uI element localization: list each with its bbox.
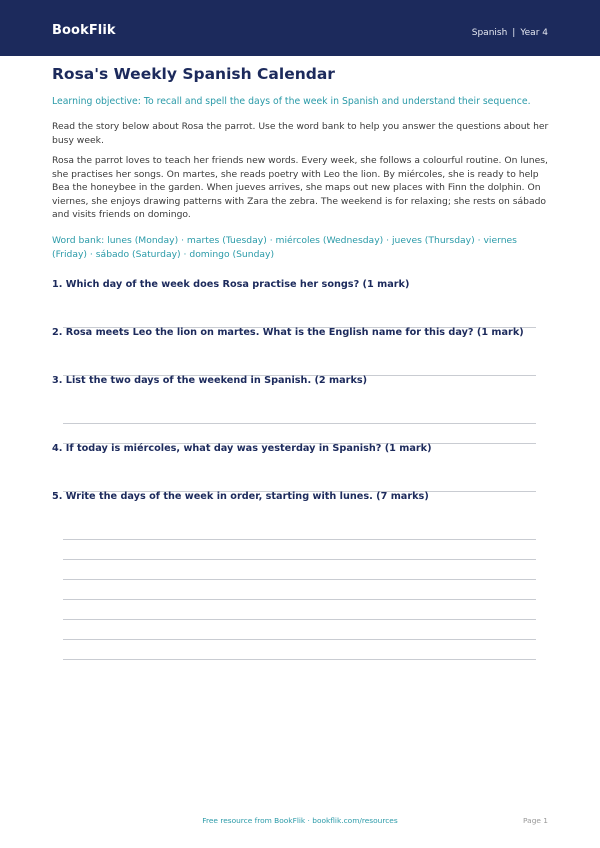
answer-line[interactable] xyxy=(63,423,536,424)
page-number: Page 1 xyxy=(523,816,548,825)
header-bar xyxy=(0,0,600,56)
footer-credit: Free resource from BookFlik · bookflik.com/resources xyxy=(202,816,398,825)
brand-logo: BookFlik xyxy=(52,23,116,38)
answer-line[interactable] xyxy=(63,639,536,640)
subject-label: Spanish xyxy=(471,28,508,38)
question-4: 4. If today is miércoles, what day was yesterday in Spanish? (1 mark) xyxy=(52,443,432,454)
answer-line[interactable] xyxy=(63,659,536,660)
learning-objective: Learning objective: To recall and spell the days of the week in Spanish and understand their sequence. xyxy=(52,96,531,107)
answer-line[interactable] xyxy=(63,619,536,620)
answer-line[interactable] xyxy=(63,579,536,580)
year-label: Year 4 xyxy=(520,28,548,38)
question-3: 3. List the two days of the weekend in Spanish. (2 marks) xyxy=(52,375,368,386)
question-5: 5. Write the days of the week in order, starting with lunes. (7 marks) xyxy=(52,491,429,502)
header-separator: | xyxy=(512,28,516,38)
answer-line[interactable] xyxy=(63,559,536,560)
subject-year-label xyxy=(472,28,548,38)
answer-line[interactable] xyxy=(63,539,536,540)
worksheet-title: Rosa's Weekly Spanish Calendar xyxy=(52,65,335,83)
answer-line[interactable] xyxy=(63,599,536,600)
intro-text: Read the story below about Rosa the parrot. Use the word bank to help you answer the questions about her busy week. xyxy=(52,121,549,146)
story-text: Rosa the parrot loves to teach her friends new words. Every week, she follows a colourful routine. On lunes, she practises her songs. On martes, she reads poetry with Leo the lion. By miércoles, she is ready to help Bea the honeybee in the garden. When jueves arrives, she maps out new places with Finn the dolphin. On viernes, she enjoys drawing patterns with Zara the zebra. The weekend is for relaxing; she rests on sábado and visits friends on domingo. xyxy=(52,155,548,221)
question-1: 1. Which day of the week does Rosa practise her songs? (1 mark) xyxy=(52,279,410,290)
word-bank: Word bank: lunes (Monday) · martes (Tuesday) · miércoles (Wednesday) · jueves (Thursday) · viernes (Friday) · sábado (Saturday) · domingo (Sunday) xyxy=(52,235,517,260)
question-2: 2. Rosa meets Leo the lion on martes. What is the English name for this day? (1 mark) xyxy=(52,327,524,338)
